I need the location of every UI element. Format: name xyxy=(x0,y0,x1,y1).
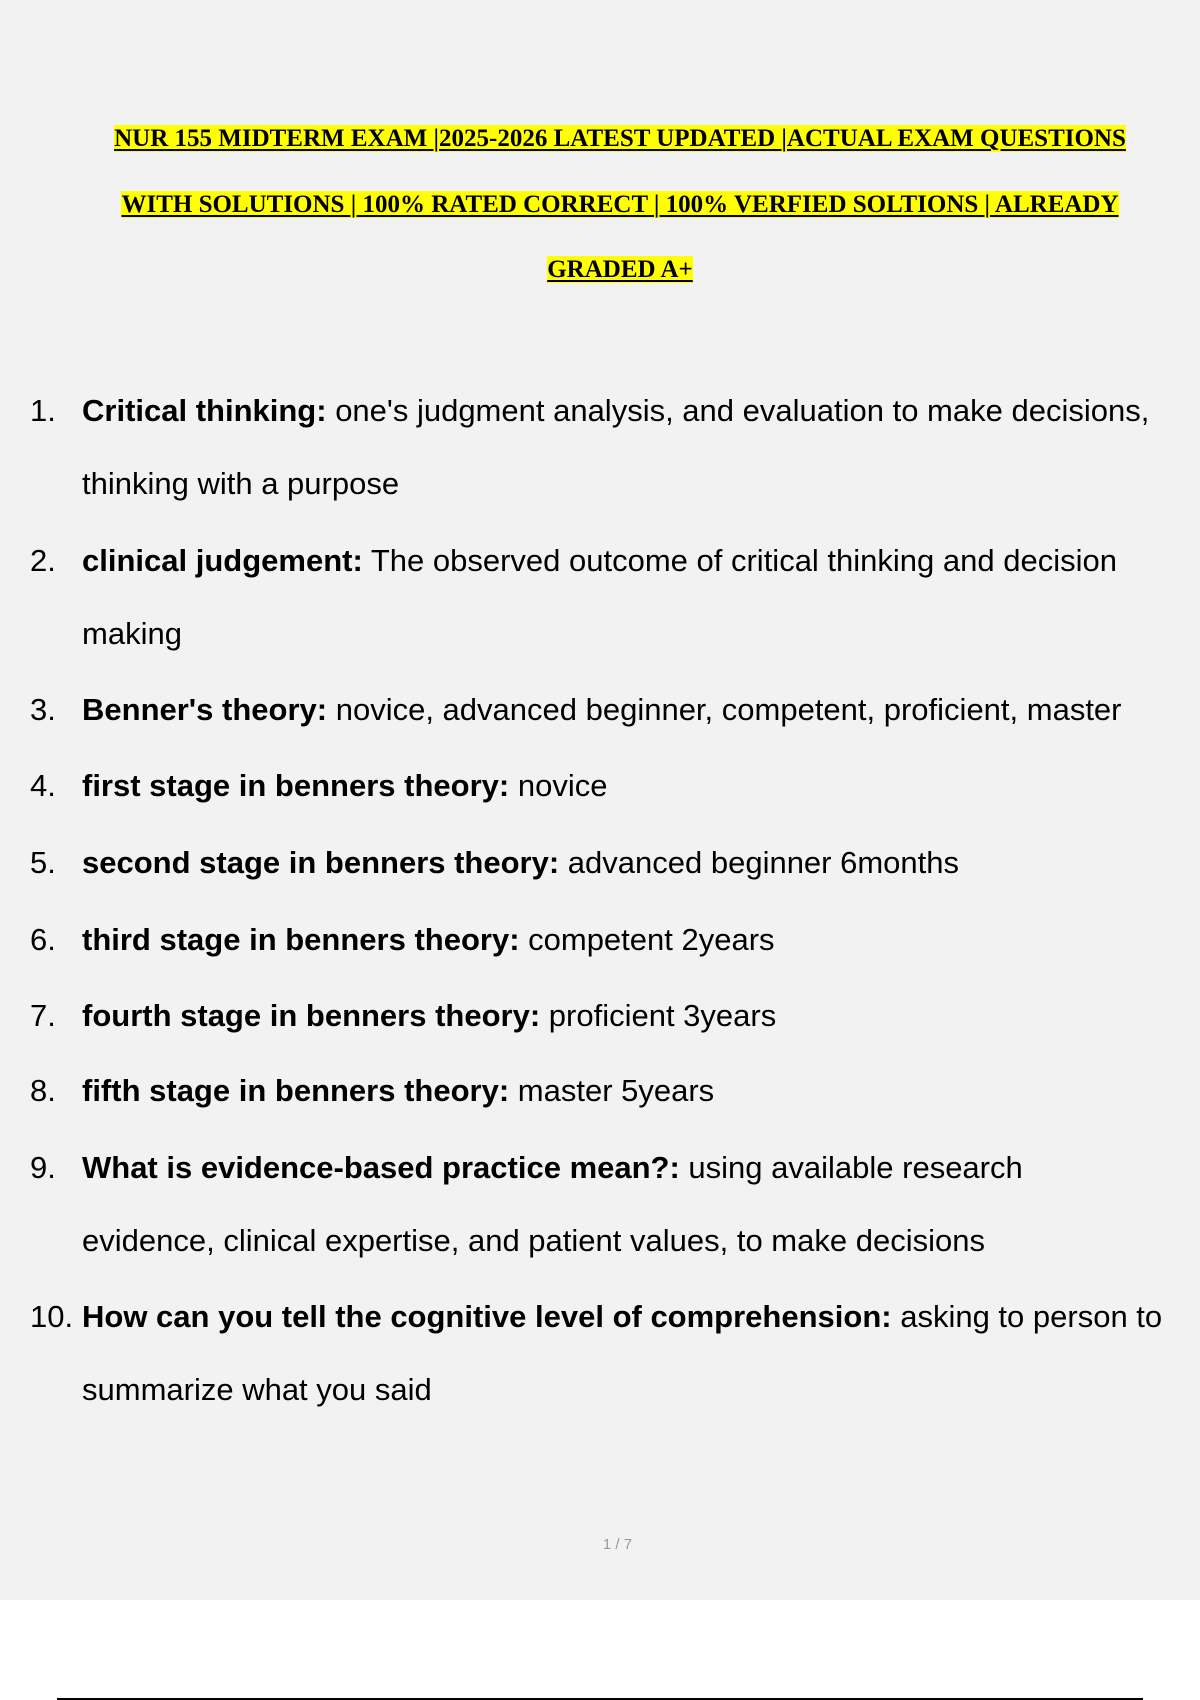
item-answer-continued: summarize what you said xyxy=(82,1372,432,1407)
item-answer: The observed outcome of critical thinking and decision xyxy=(362,543,1117,578)
item-number: 7. xyxy=(30,998,56,1033)
document-title-line-2: WITH SOLUTIONS | 100% RATED CORRECT | 100% VERFIED SOLTIONS | ALREADY xyxy=(121,191,1119,218)
item-term: clinical judgement: xyxy=(82,543,363,578)
item-term: fifth stage in benners theory: xyxy=(82,1073,510,1108)
item-answer: using available research xyxy=(679,1150,1023,1185)
item-answer: master 5years xyxy=(509,1073,715,1108)
item-number: 5. xyxy=(30,845,56,880)
item-number: 3. xyxy=(30,692,56,727)
item-answer: competent 2years xyxy=(519,922,775,957)
page-indicator: 1 / 7 xyxy=(602,1536,633,1553)
item-term: Critical thinking: xyxy=(82,393,327,428)
item-answer-continued: evidence, clinical expertise, and patient values, to make decisions xyxy=(82,1223,985,1258)
item-term: Benner's theory: xyxy=(82,692,328,727)
item-number: 10. xyxy=(30,1299,74,1334)
document-title-line-1: NUR 155 MIDTERM EXAM |2025-2026 LATEST UPDATED |ACTUAL EXAM QUESTIONS xyxy=(114,125,1126,152)
item-number: 8. xyxy=(30,1073,56,1108)
item-number: 9. xyxy=(30,1150,56,1185)
document-title-line-3: GRADED A+ xyxy=(547,256,693,283)
item-term: second stage in benners theory: xyxy=(82,845,560,880)
item-number: 1. xyxy=(30,393,56,428)
item-term: What is evidence-based practice mean?: xyxy=(82,1150,680,1185)
item-number: 6. xyxy=(30,922,56,957)
item-answer-continued: thinking with a purpose xyxy=(82,466,400,501)
item-term: third stage in benners theory: xyxy=(82,922,520,957)
item-answer: one's judgment analysis, and evaluation to make decisions, xyxy=(326,393,1150,428)
item-number: 4. xyxy=(30,768,56,803)
item-term: fourth stage in benners theory: xyxy=(82,998,541,1033)
item-answer: asking to person to xyxy=(891,1299,1163,1334)
item-answer: novice, advanced beginner, competent, proficient, master xyxy=(327,692,1122,727)
item-answer-continued: making xyxy=(82,616,182,651)
item-answer: proficient 3years xyxy=(540,998,777,1033)
item-answer: novice xyxy=(509,768,608,803)
item-term: How can you tell the cognitive level of comprehension: xyxy=(82,1299,892,1334)
item-answer: advanced beginner 6months xyxy=(559,845,960,880)
item-term: first stage in benners theory: xyxy=(82,768,510,803)
item-number: 2. xyxy=(30,543,56,578)
